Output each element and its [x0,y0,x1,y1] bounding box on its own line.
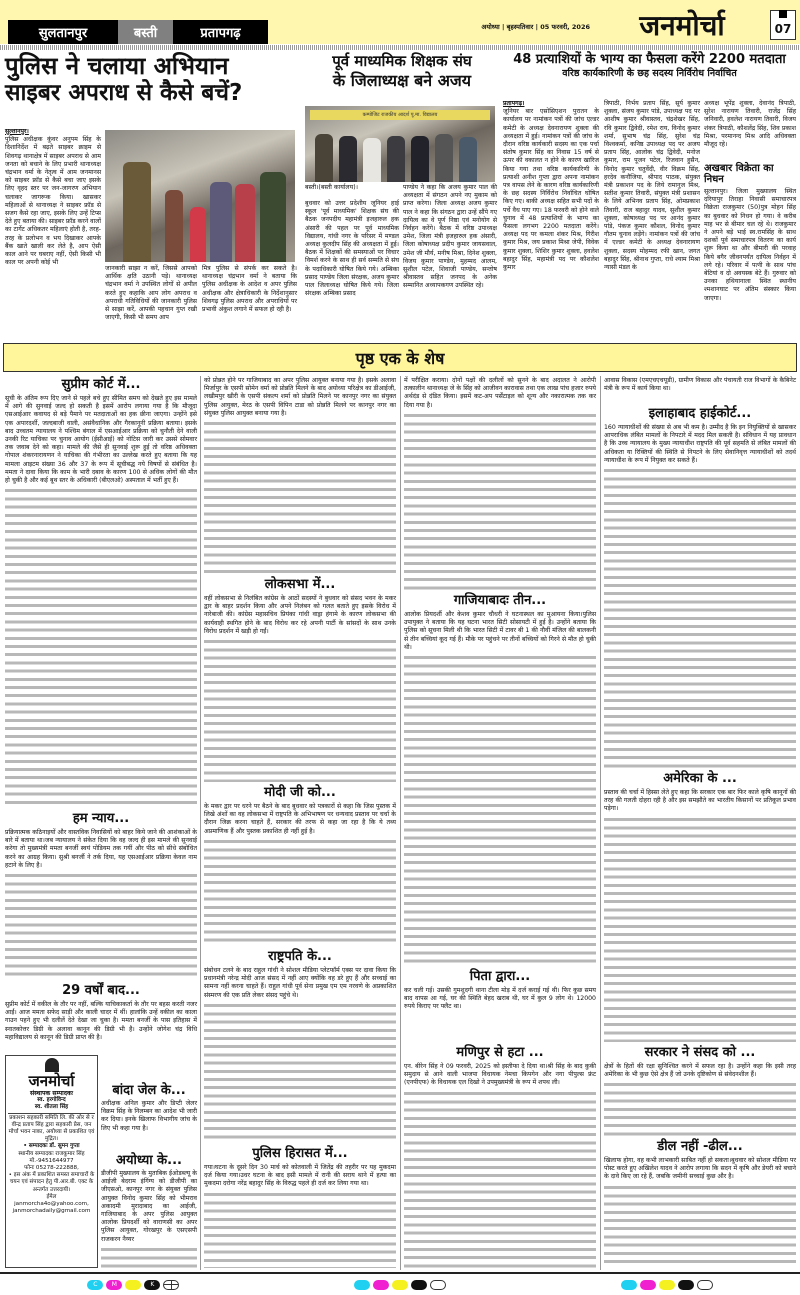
cyan-mark [354,1280,370,1290]
page-number: 07 [770,10,796,40]
story3-dateline: प्रतापगढ़। [503,100,525,107]
heading-modi-ji-ko: मोदी जी को... [264,785,336,800]
tab-basti[interactable]: बस्ती [118,20,173,44]
article-text: कर चली गई। उसकी गुमशुदगी थाना टीला मोड़ में दर्ज कराई गई थी। फिर कुछ समय बाद वापस आ गई, घर की स्थिति बेहद खराब थी, घर में कुल 9 लोग थे। 12000 रुपये किराए पर फ्लैट था। [404,987,596,1011]
story1-dateline: सुल्तानपुर। [5,128,29,135]
yellow-mark [125,1280,141,1290]
tab-pratapgarh[interactable]: प्रतापगढ़ [173,20,268,44]
story4-text: सुल्तानपुर। जिला मुख्यालय स्थित दरियापुर तिराहा निवासी समाचारपत्र विक्रेता राजकुमार (50)पुत्र मोहन सिंह का बुधवार को निधन हो गया। वे करीब माह भर से बीमार चल रहे थे। राजकुमार ने अपने बड़े भाई स्व.रामसिंह के साथ दशकों पूर्व समाचारपत्र वितरण का कार्य शुरू किया था और बीमारी की परवाह किये बगैर जीवनपर्यंत दायित्व निर्वहन में लगे रहे। परिवार में पत्नी के साथ पांच बेटियां व दो अवयस्क बेटे हैं। गुरुवार को उनका हथियानाला स्थित स्थानीय श्मशानघाट पर अंतिम संस्कार किया जाएगा। [704,188,796,302]
article-text: डीजीपी मुख्यालय के मुताबिक ईओडब्ल्यू के आईजी बेदराम इंगिंग्य को डीजीपी का जीएसओ, कानपुर नगर के संयुक्त पुलिस आयुक्त विनोद कुमार सिंह को भीमराव अकादमी मुरादाबाद का आईजी, गाजियाबाद के अपर पुलिस आयुक्त आलोक प्रियदर्शी को वाराणसी का अपर पुलिस आयुक्त, गोरखपुर के एसएसपी राजकरन नैय्यर [101,1170,197,1243]
continued-section-banner: पृष्ठ एक के शेष [3,343,797,372]
heading-supreme-court: सुप्रीम कोर्ट में... [61,377,141,392]
article-modi-ji-ko [204,803,396,946]
article-ghaziabad [404,611,596,966]
text-lines [5,487,197,808]
magenta-mark [640,1280,656,1290]
article-text: एन. बीरेन सिंह ने 09 फरवरी, 2025 को इस्तीफा दे दिया था।श्री सिंह के बाद कुकी समुदाय से आने वाली भाजपा विधायक नेमचा किपगेन और नगा पीपुल्स फ्रंट (एनपीएफ) के विधायक एल दिखो ने उपमुख्यमंत्री के रूप में शपथ ली। [404,1063,596,1087]
story2-caption-text: बस्ती।(बस्ती कार्यालय)। [305,184,358,191]
headline-story2-line2: के जिलाध्यक्ष बने अजय [332,70,472,90]
magenta-mark [373,1280,389,1290]
article-text: में परीक्षित कराया। दोनों पक्षों की दलीलों को सुनने के बाद अदालत ने आरोपी तत्कालीन थानाध्यक्ष जे के सिंह को आजीवन कारावास तथा एक लाख पांच हजार रुपये अर्थदंड से दंडित किया। इसमें कट-अप पर्सेंटाइल को शून्य और नकारात्मक तक कर दिया गया है। [404,377,596,409]
text-lines [404,412,596,590]
heading-deal-nahi-dheel: डील नहीं -ढील... [657,1139,743,1154]
article-text: प्रस्ताव की चर्चा में हिस्सा लेते हुए कहा कि सरकार एक बार फिर काले कृषि कानूनों की तरह की गलती दोहरा रही है और इस समझौते का भारतीय किसानों पर प्रतिकूल प्रभाव पड़ेगा। [604,789,796,813]
crosshair-icon [430,1280,446,1290]
heading-police-hirasat: पुलिस हिरासत में... [252,1146,348,1161]
magenta-mark: M [106,1280,122,1290]
story4-text-block [704,188,796,343]
text-lines [204,1191,396,1268]
story3-text-a: जूनियर बार एसोसिएशन पुरातन के कार्यालय पर नामांकन पत्रों की जांच एल्डर कमेटी के अध्यक्ष देवनारायण शुक्ला की अध्यक्षता में हुई। नामांकन पत्रों की जांच के दौरान वरिष्ठ कार्यकारी सदस्य का एक पर्चा संतोष कुमार सिंह का निवास 15 वर्ष से ऊपर की वकालत न होने के कारण खारिज किया गया तथा वरिष्ठ कार्यकारिणी के प्रत्याशी अनीश गुप्ता द्वारा अपना नामांकन पत्र वापस लेने के कारण वरिष्ठ कार्यकारिणी के छह सदस्य निर्विरोध निर्वाचित घोषित किए गए। बाकी अध्यक्ष सहित सभी पदों के पर्चे वैध पाए गए। 18 फरवरी को होने वाले चुनाव में 48 प्रत्याशियों के भाग्य का फैसला लगभग 2200 मतदाता करेंगे। अध्यक्ष पद पर कमला शंकर मिश्र, गिरीश कुमार मिश्र, जय प्रकाश मिश्रा जेपी, विवेक कुमार शुक्ला, शिशिर कुमार शुक्ला, हवलेश बहादुर सिंह, महामंत्री पद पर कौशलेश कुमार [503,108,599,272]
article-rashtrapati [204,967,396,1143]
heading-america: अमेरिका के ... [663,771,737,786]
crosshair-icon [163,1280,179,1290]
heading-banda-jail: बांदा जेल के... [112,1083,186,1098]
article-sarkar-sansad [604,1063,796,1136]
text-lines [604,1184,796,1268]
imprint-prb-note: • इस अंक में प्रकाशित समस्त समाचारों के चयन एवं संपादन हेतु पी.आर.बी. एक्ट के अन्तर्गत उत्तरदायी। [8,1172,95,1193]
story2-column-b [403,184,497,343]
cyan-mark: C [87,1280,103,1290]
text-lines [204,838,396,946]
black-mark [678,1280,694,1290]
registration-group [621,1280,713,1290]
story1-column-b [105,265,197,345]
article-text: सूची के अंतिम रूप दिए जाने से पहले बचे हुए सीमित समय को देखते हुए इस मामले में आगे की सुनवाई जल्द हो सकती है इसमें आरोप लगाया गया है कि मौजूदा एसआईआर कवायद से बड़े पैमाने पर मतदाताओं का हक छीना जाएगा। उन्होंने इसे एक अपारदर्शी, जल्दबाजी वाली, असंवैधानिक और गैरकानूनी प्रक्रिया बताया। इसके बाद उच्चतम न्यायालय ने पश्चिम बंगाल में एसआईआर प्रक्रिया को चुनौती देने वाली उनकी रिट याचिका पर चुनाव आयोग (ईसीआई) को नोटिस जारी कर उससे सोमवार तक जवाब देने को कहा। मामले की जैसे ही सुनवाई शुरू हुई तो वरिष्ठ अधिवक्ता गोपाल शंकरनारायणन ने याचिका की गंभीरता का उल्लेख करते हुए बताया कि यह मामला आइटम संख्या 36 और 37 के रूप में सूचीबद्ध नये विषयों से संबंधित है। ममता ने दावा किया कि काम के भारी दबाव के कारण 100 से अधिक लोगों की मौत हो चुकी है और कई बूथ स्तर के अधिकारी (बीएलओ) अस्पताल में भर्ती हुए हैं। [5,395,197,485]
story3-text-b: त्रिपाठी, निर्भय प्रताप सिंह, सूर्य कुमार शुक्ला, संजय कुमार पांडे, उपाध्यक्ष पद पर आशीष कुमार श्रीवास्तव, चंद्रशेखर सिंह, रवि कुमार द्विवेदी, रमेश राय, विनोद कुमार शर्मा, सुभाष चंद्र सिंह, सुरेश चंद्र विश्वकर्मा, कनिष्ठ उपाध्यक्ष पद पर अजय प्रताप सिंह, आलोक चंद्र द्विवेदी, मनोज कुमार, राम पूजन पटेल, रिजवान हुसैन, विनोद कुमार चतुर्वेदी, वीर विक्रम सिंह, हरदेव कनौजिया, श्रीपाद पाठक, संयुक्त मंत्री प्रकाशन पद के लिये रामानुज मिश्र, सतीश कुमार तिवारी, संयुक्त मंत्री प्रशासन के लिये अभिनव प्रताप सिंह, ओमप्रकाश तिवारी, राज बहादुर यादव, सुशील कुमार शुक्ला, कोषाध्यक्ष पद पर आनंद कुमार पांडे, पंकज कुमार कौशल, विनोद कुमार गौतम चुनाव लड़ेंगे। नामांकन पत्रों की जांच में एल्डर कमेटी के अध्यक्ष देवनारायण शुक्ला, सदस्य मोहम्मद रफी खान, जगत बहादुर सिंह, श्रीनाथ गुप्ता, राधे श्याम मिश्रा न्यासी मंडल के [604,100,700,272]
article-text: संबोधन टलने के बाद राहुल गांधी ने सोशल मीडिया प्लेटफॉर्म एक्स पर दावा किया कि प्रधानमंत्री नरेन्द्र मोदी आज संसद में नहीं आए क्योंकि वह डरे हुए हैं और सच्चाई का सामना नहीं करना चाहते हैं। राहुल गांधी पूर्व सेना प्रमुख एम एम नरवणे के अप्रकाशित संस्मरण की एक प्रति लेकर संसद पहुंचे थे। [204,967,396,999]
story3-text-c: अध्यक्ष भूपेंद्र शुक्ला, देवानंद त्रिपाठी, सुरेश नारायण तिवारी, राजेंद्र सिंह जनिवारी, हवलेश नारायण तिवारी, विजय शंकर त्रिपाठी, कौशलेंद्र सिंह, शिव प्रकाश मिश्रा, परमानन्द मिश्र आदि अधिवक्ता मौजूद रहे। [704,100,796,149]
text-lines [204,638,396,782]
story3-column-c [704,100,796,160]
column-rule [200,376,201,1270]
subheadline-story3: वरिष्ठ कार्यकारिणी के छह सदस्य निर्विरोध निर्वाचित [562,68,737,80]
article-text: आलोक प्रियदर्शी और केशव कुमार चौधरी ने घटनास्थल का मुआयना किया।पुलिस उपायुक्त ने बताया कि यह घटना भारत सिटी सोसायटी में हुई है। उन्होंने बताया कि पुलिस को सूचना मिली थी कि भारत सिटी में टावर बी 1 की नौवीं मंजिल की बालकनी से तीन बच्चियां कूद गई हैं। मौके पर पहुंचने पर तीनों बच्चियों को गिरने से मौत हो चुकी थी। [404,611,596,651]
article-continued-verdict [404,377,596,590]
text-lines [404,1090,596,1268]
imprint-logo: जनमोर्चा [28,1072,75,1090]
article-supreme-court [5,395,197,808]
heading-rashtrapati: राष्ट्रपति के... [268,949,332,964]
crosshair-icon [697,1280,713,1290]
article-manipur [404,1063,596,1268]
text-lines [204,1002,396,1143]
article-police-hirasat [204,1164,396,1268]
imprint-box [5,1055,98,1268]
heading-allahabad-highcourt: इलाहाबाद हाईकोर्ट... [648,406,752,421]
imprint-email[interactable]: janmorcha4o@yahoo.com, [14,1201,89,1208]
article-continued-transfers [204,377,396,573]
article-text: वहीं लोकसभा से निलंबित कांग्रेस के आठों सदस्यों ने बुधवार को संसद भवन के मकर द्वार के बाहर प्रदर्शन किया और अपने निलंबन को गलत बताते हुए इसके विरोध में नारेबाजी की। कांग्रेस महासचिव प्रियंका गांधी वाड्रा हंगामे के कारण लोकसभा की कार्यवाही स्थगित होने के बाद विरोध कर रहे अपनी पार्टी के सांसदों के साथ उनके विरोध प्रदर्शन में खड़ी हो गईं। [204,595,396,635]
story2-text-b: पाण्डेय ने कहा कि अजय कुमार पाल की अध्यक्षता में संगठन अपने नए मुकाम को प्राप्त करेगा। जिला अध्यक्ष अजय कुमार पाल ने कहा कि संगठन द्वारा उन्हें सौंपे गए दायित्व का वे पूर्ण निष्ठा एवं मनोयोग से निर्वहन करेंगे। बैठक में वरिष्ठ उपाध्यक्ष उमेश, जिला मंत्री इजहारुल हक अंसारी, जिला कोषाध्यक्ष प्रदीप कुमार जायसवाल, उमेश जी मौर्य, मनीष मिश्रा, दिनेश शुक्ला, विजय कुमार पाण्डेय, मुहम्मद आलम, सुशील पटेल, शिवाजी पाण्डेय, सन्तोष श्रीवास्तव सहित जनपद के अनेक सम्मानित अध्यापकगण उपस्थित रहे। [403,184,497,290]
yellow-mark [659,1280,675,1290]
heading-hum-nyay: हम न्याय... [72,811,130,826]
imprint-email[interactable]: janmorchadaily@gmail.com [12,1208,91,1215]
heading-29-varsh-baad: 29 वर्षों बाद... [62,983,140,998]
story2-headline-block [308,53,496,89]
imprint-founder: स्व. हरगोविन्द [37,1097,66,1104]
article-hum-nyay [5,829,197,979]
story3-headline-block [503,53,796,80]
story1-column-c [202,265,297,345]
imprint-editor: • सम्पादकः डॉ. सुमन गुप्ता [23,1143,80,1150]
story2-caption [305,184,400,194]
heading-sarkar-sansad: सरकार ने संसद को ... [644,1045,756,1060]
column-rule [400,376,401,1270]
headline-story3: 48 प्रत्याशियों के भाग्य का फैसला करेंगे 2200 मतदाता [513,52,786,67]
headline-story1-line1: पुलिस ने चलाया अभियान [5,52,229,80]
column-rule [600,376,601,1270]
headline-story2-line1: पूर्व माध्यमिक शिक्षक संघ [332,52,472,70]
article-ayodhya [101,1170,197,1268]
story1-text-b: जानकारी साझा न करें, जिससे आपको आर्थिक क्षति उठानी पड़े। थानाध्यक्ष चंद्रभान वर्मा ने उपस्थित लोगों से अपील करते हुए कहाकि आप लोग अपराध व अपराधी गतिविधियों की जानकारी पुलिस से साझा करें, आपकी पहचान गुप्त रखी जाएगी, किसी भी समय आप [105,265,197,322]
article-text: 160 न्यायाधीशों की संख्या से अब भी कम है। उम्मीद है कि इन नियुक्तियों से खासकर आपराधिक लंबित मामलों के निपटारे में मदद मिल सकती है। संविधान में यह प्रावधान है कि उच्च न्यायालय के मुख्य न्यायाधीश राष्ट्रपति की पूर्व सहमति से लंबित मामलों की अधिकता या रिक्तियों की स्थिति से निपटने के लिए सेवानिवृत्त न्यायाधीशों को तदर्थ न्यायाधीश के रूप में नियुक्त कर सकते हैं। [604,424,796,464]
text-lines [604,816,796,1042]
yellow-mark [392,1280,408,1290]
black-mark [411,1280,427,1290]
headline-story4: अखबार विक्रेता का निधन [704,163,774,185]
heading-pita-dwara: पिता द्वारा... [469,969,531,984]
imprint-local-editor: स्थानीय सम्पादकः राजकुमार सिंह [18,1150,85,1157]
tab-sultanpur[interactable]: सुलतानपुर [8,20,118,44]
article-deal-nahi-dheel [604,1157,796,1268]
article-text: को प्रोन्नत होने पर गाजियाबाद का अपर पुलिस आयुक्त बनाया गया है। इसके अलावा मिर्जापुर के एसपी सोमेन वर्मा को प्रोन्नति मिलने के बाद अयोध्या परिक्षेत्र का डीआईजी, लखीमपुर खीरी के एसपी संकल्प शर्मा को प्रोन्नति मिलने पर कानपुर नगर का संयुक्त पुलिस आयुक्त, मेरठ के एसपी विपिन टाडा को प्रोन्नति मिलने पर कानपुर नगर का संयुक्त पुलिस आयुक्त बनाया गया है। [204,377,396,417]
registration-group [354,1280,446,1290]
story2-column-a [305,200,399,343]
heading-ayodhya: अयोध्या के... [116,1153,182,1168]
imprint-publisher: प्रकाशन सहकारी समिति लि. की ओर से रवीन्द्र प्रताप सिंह द्वारा सहकारी प्रेस, जनमोर्चा भवन नाका, अयोध्या से प्रकाशित एवं मुद्रित। [8,1114,95,1143]
story1-column-a [5,128,101,343]
text-lines [604,1081,796,1136]
photo-school-sign: कम्पोजिट राजकीय आदर्श पू.मा. विद्यालय [310,110,490,120]
headline-story1-line2: साइबर अपराध से कैसे बचें? [5,80,243,107]
imprint-email-label: ईमेल [46,1193,57,1200]
black-mark: K [144,1280,160,1290]
article-text: आवास विकास (एमएचएचयूडी), ग्रामीण विकास और पंचायती राज विभागों के कैबिनेट मंत्री के रूप में कार्य किया था। [604,377,796,393]
article-text: प्रक्रियात्मक कठिनाइयों और वास्तविक निवासियों को बाहर किये जाने की आशंकाओं के बारे में बताया था।जब न्यायालय ने संकेत दिया कि वह जल्द ही इस मामले की सुनवाई करेगा तो मुख्यमंत्री ममता बनर्जी स्वयं पोडियम तक गयीं और पीठ को सीधे संबोधित करने का आग्रह किया। सुश्री बनर्जी ने तर्क दिया, यह एसआईआर प्रक्रिया केवल नाम हटाने के लिए है। [5,829,197,869]
story1-headline-block [5,53,300,107]
article-allahabad-highcourt [604,424,796,768]
text-lines [404,654,596,966]
article-america [604,789,796,1042]
print-registration-bar [0,1272,800,1295]
imprint-mobile: मो.-9451644977 [29,1157,74,1164]
text-lines [101,1246,197,1268]
story2-text-a: बुधवार को उत्तर प्रदेशीय जूनियर हाई स्कूल 'पूर्व माध्यमिक' शिक्षक संघ की बैठक जनपदीय महामंत्री इजहारुल हक अंसारी की पहल पर पूर्व माध्यमिक विद्यालय, गांधी नगर के परिसर में मण्डल अध्यक्ष कुलदीप सिंह की अध्यक्षता में हुई। बैठक में शिक्षकों की समस्याओं पर विचार विमर्श करने के साथ ही सर्व सम्मति से संघ के पदाधिकारी घोषित किये गये। अम्बिका प्रसाद पाण्डेय जिला संरक्षक, अजय कुमार पाल जिलाध्यक्ष घोषित किये गये। जिला संरक्षक अम्बिका प्रसाद [305,200,399,298]
article-banda-jail [101,1100,197,1148]
text-lines [204,420,396,573]
heading-loksabha: लोकसभा में... [264,577,336,592]
story3-column-b [604,100,700,343]
article-text: अधीक्षक अनिल कुमार और डिप्टी जेलर विक्रम सिंह के निलम्बन का आदेश भी जारी कर दिया। इनके खिलाफ विभागीय जांच के लिए भी कहा गया है। [101,1100,197,1132]
story1-text-c: मित्र पुलिस से संपर्क कर सकते है। थानाध्यक्ष चंद्रभान वर्मा ने बताया कि पुलिस अधीक्षक के आदेश व अपर पुलिस अधीक्षक और क्षेत्राधिकारी के निर्देशानुसार शिवगढ़ पुलिस अपराध और अपराधियों पर प्रभावी अंकुश लगाने में सफल हो रही है। [202,265,297,314]
article-continued-cabinet [604,377,796,403]
heading-manipur: मणिपुर से हटा ... [456,1045,544,1060]
masthead-rule [0,45,800,50]
pen-nib-icon [45,1058,59,1072]
imprint-founder: स्व. शीतला सिंह [8,1104,95,1113]
imprint-phone: फोनः 05278-222888, [24,1165,79,1172]
text-lines [5,872,197,979]
article-text: सुप्रीम कोर्ट में वकील के तौर पर नहीं, बल्कि याचिकाकर्ता के तौर पर बहस करती नजर आईं। आज ममता सफेद साड़ी और काली चादर में थीं। हालांकि उन्हें वकील का काला गाउन पहने हुए भी दलीलें देते देखा जा चुका है। ममता बनर्जी के पास इतिहास में स्नातकोत्तर डिग्री के अलावा कानून की डिग्री भी है। उन्होंने जोगेश चंद्र विधि महाविद्यालय से कानून की डिग्री प्राप्त की है। [5,1001,197,1041]
story3-column-a [503,100,599,343]
story1-photo [105,130,295,262]
registration-group [87,1280,179,1290]
article-text: खिलाफ होगा, वह कभी लाभकारी साबित नहीं हो सकता।बुधवार को सोशल मीडिया पर पोस्ट करते हुए अखिलेश यादव ने आरोप लगाया कि सदन में कृषि और डेयरी को बचाने के दावे किए जा रहे हैं, जबकि जमीनी सच्चाई कुछ और है। [604,1157,796,1181]
imprint-founder-label: संस्थापक सम्पादकः [29,1090,73,1097]
heading-ghaziabad: गाजियाबादः तीन... [453,593,547,608]
article-text: गया।घटना के दूसरे दिन 30 मार्च को कोतवाली में जितेंद्र की तहरीर पर यह मुकदमा दर्ज किया गया।उधर घटना के बाद इसी मामले में रानी की सराय थाने में हत्या का मुकदमा दरोगा नरेंद्र बहादुर सिंह के विरुद्ध पहले ही दर्ज कर लिया गया था। [204,1164,396,1188]
story1-text-a: पुलिस अधीक्षक कुंवर अनुपम सिंह के दिशानिर्देश में बढ़ते साइबर क्राइम से शिवगढ़ थानाक्षेत्र में साइबर अपराध से आम जनता को बचाने के लिए प्रभारी थानाध्यक्ष चंद्रभान वर्मा के नेतृत्व में आम जनमानस को साइबर फ्रॉड से कैसे बचा जाए इसके लिए वृहद स्तर पर जन-जागरण अभियान चलाकर जागरूक किया। खासकर महिलाओं से थानाध्यक्ष ने साइबर फ्रॉड से सजग कैसे रहा जाए, इसके लिए उन्हें टिप्स देते हुए बताया की। साइबर फ्रॉड करने वालों का टार्गेट अधिकतर महिलाएं होती है, तरह-तरह के प्रलोभन व भय दिखाकर आपके बैंक खाते खाली कर लेते है, आप ऐसी काल आने पर घबराए नहीं, ऐसी किसी भी काल पर अपनी कोई भी [5,136,101,267]
text-lines [604,467,796,768]
newspaper-logo: जनमोर्चा [639,9,725,42]
article-pita-dwara [404,987,596,1042]
article-29-varsh-baad [5,1001,197,1051]
article-text: क्षेत्रों के हितों की रक्षा सुनिश्चित करने में सफल रहा है। उन्होंने कहा कि इसी तरह अमेरिका के भी कुछ ऐसे क्षेत्र हैं जो उनके दृष्टिकोण से संवेदनशील हैं। [604,1063,796,1079]
issue-dateline: अयोध्या | बृहस्पतिवार | 05 फरवरी, 2026 [481,23,590,31]
article-text: के मकर द्वार पर धरने पर बैठने के बाद बुधवार को पत्रकारों से कहा कि जिस पुस्तक में लिखे अंशों का वह लोकसभा में राष्ट्रपति के अभिभाषण पर धन्यवाद प्रस्ताव पर चर्चा के दौरान जिक्र करना चाहते हैं, सरकार की तरफ से कहा जा रहा है कि ये तथ्य अप्रमाणिक हैं और पुस्तक प्रकाशित ही नहीं हुई है। [204,803,396,835]
article-loksabha [204,595,396,782]
cyan-mark [621,1280,637,1290]
story2-photo [305,106,495,182]
